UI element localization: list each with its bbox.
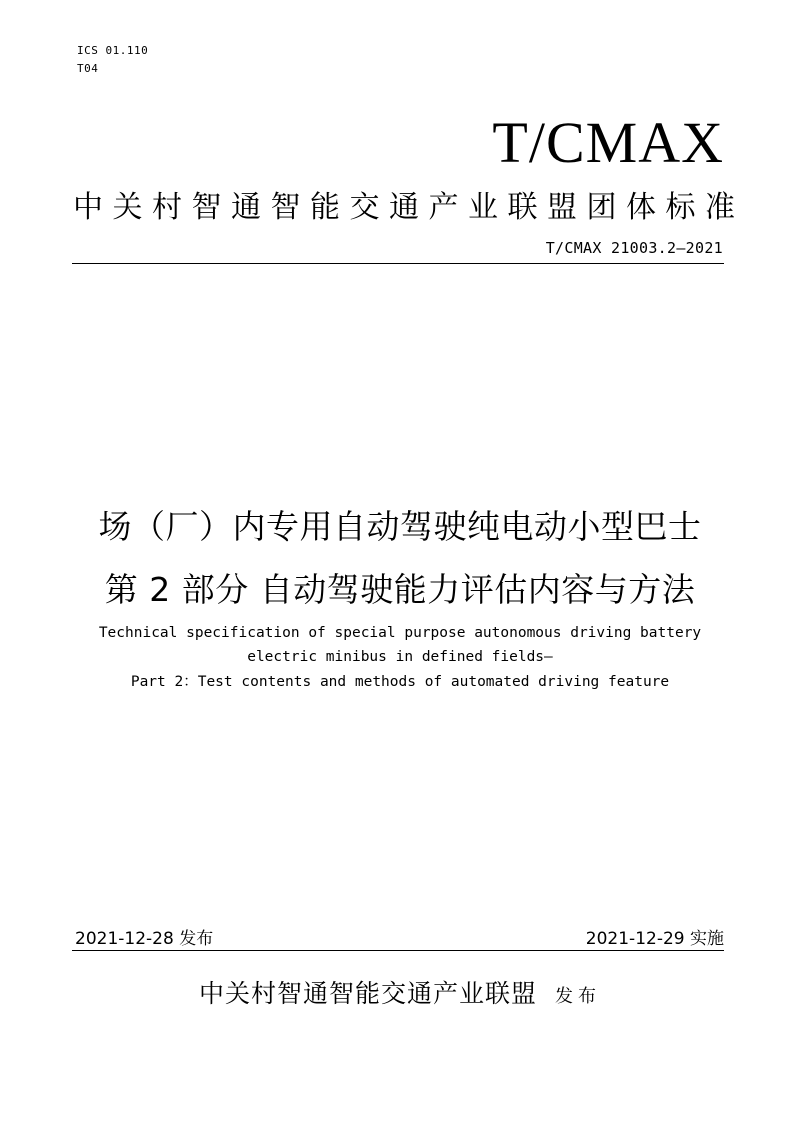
english-title-line-1: Technical specification of special purpose autonomous driving battery (98, 625, 702, 641)
title-line-2: 第 2 部分 自动驾驶能力评估内容与方法 (104, 570, 696, 609)
ics-code: ICS 01.110 (77, 44, 149, 57)
title-line-1: 场（厂）内专用自动驾驶纯电动小型巴士 (98, 507, 702, 546)
publisher-name: 中关村智通智能交通产业联盟 (198, 979, 537, 1008)
standard-number: T/CMAX 21003.2—2021 (545, 239, 723, 257)
top-divider (72, 263, 724, 264)
classification-codes (77, 42, 148, 78)
ccs-code: T04 (77, 62, 99, 75)
publisher-line (0, 974, 800, 1010)
implement-date: 2021-12-29 实施 (585, 929, 724, 949)
english-title-line-2: electric minibus in defined fields— (247, 649, 553, 665)
publish-action: 发布 (555, 986, 601, 1007)
standard-brand: T/CMAX (492, 110, 724, 175)
english-title-line-3: Part 2：Test contents and methods of automated driving feature (130, 674, 670, 690)
standard-type: 中关村智通智能交通产业联盟团体标准 (73, 190, 745, 225)
publish-date: 2021-12-28 发布 (75, 929, 214, 949)
bottom-divider (72, 950, 724, 951)
